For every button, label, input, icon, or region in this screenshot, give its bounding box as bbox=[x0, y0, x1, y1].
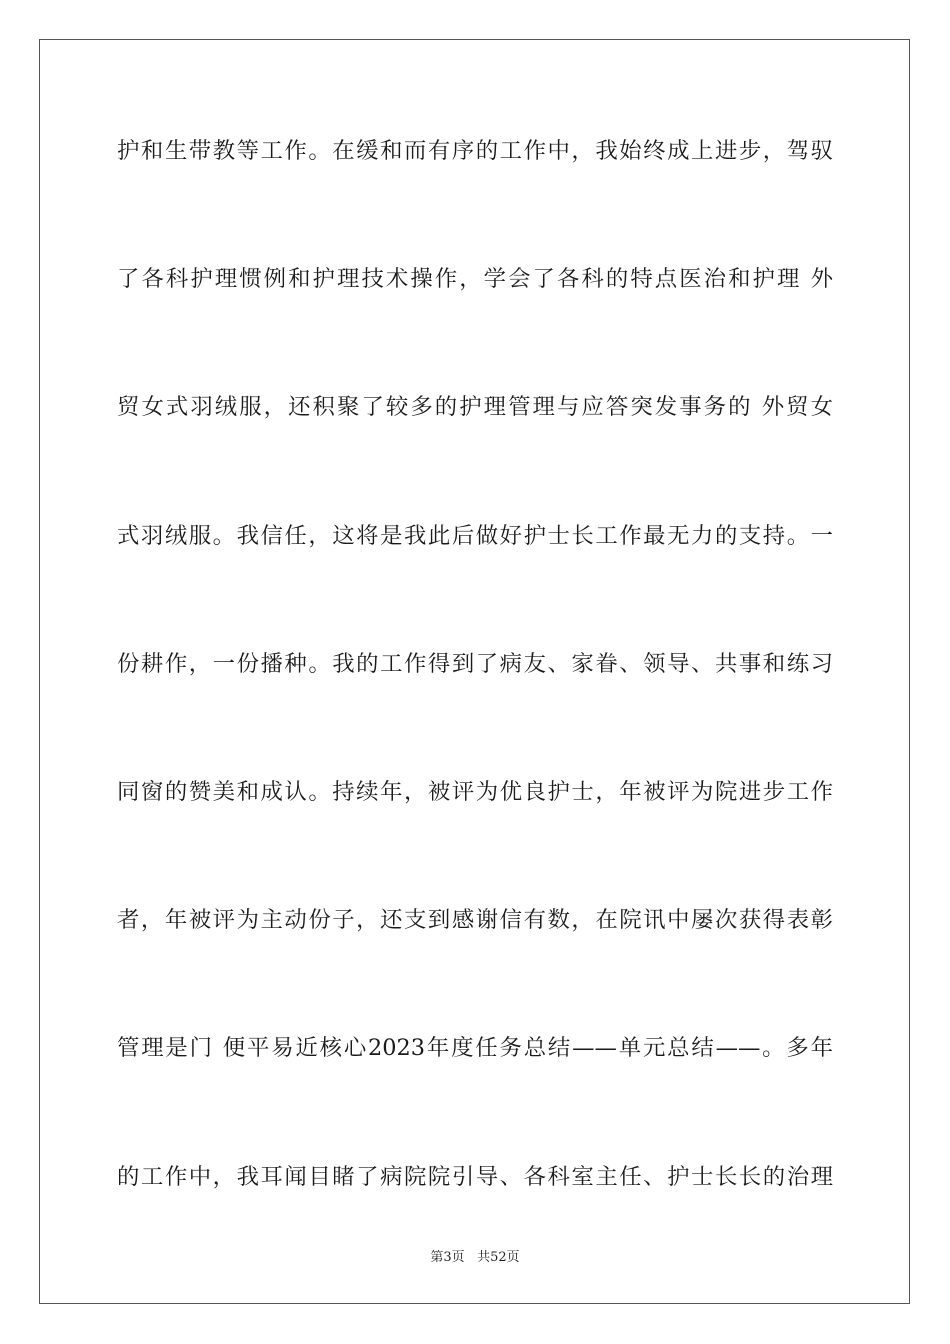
text-line: 式羽绒服。我信任，这将是我此后做好护士长工作最无力的支持。一 bbox=[117, 522, 833, 549]
text-line: 护和生带教等工作。在缓和而有序的工作中，我始终成上进步，驾驭 bbox=[117, 138, 833, 164]
text-line: 的工作中，我耳闻目睹了病院院引导、各科室主任、护士长长的治理 bbox=[117, 1163, 833, 1190]
text-line: 者，年被评为主动份子，还支到感谢信有数，在院讯中屡次获得表彰 bbox=[117, 907, 833, 934]
total-pages: 共52页 bbox=[477, 1250, 520, 1265]
text-line: 同窗的赞美和成认。持续年，被评为优良护士，年被评为院进步工作 bbox=[117, 778, 833, 805]
text-line: 份耕作，一份播种。我的工作得到了病友、家眷、领导、共事和练习 bbox=[117, 650, 833, 677]
page-number: 第3页 bbox=[430, 1250, 465, 1265]
text-line: 管理是门 便平易近核心2023年度任务总结——单元总结——。多年 bbox=[117, 1035, 833, 1062]
text-line: 了各科护理惯例和护理技术操作，学会了各科的特点医治和护理 外 bbox=[117, 266, 833, 293]
page-footer bbox=[0, 1246, 950, 1265]
text-line: 贸女式羽绒服，还积聚了较多的护理管理与应答突发事务的 外贸女 bbox=[117, 394, 833, 421]
document-body bbox=[117, 130, 833, 1284]
